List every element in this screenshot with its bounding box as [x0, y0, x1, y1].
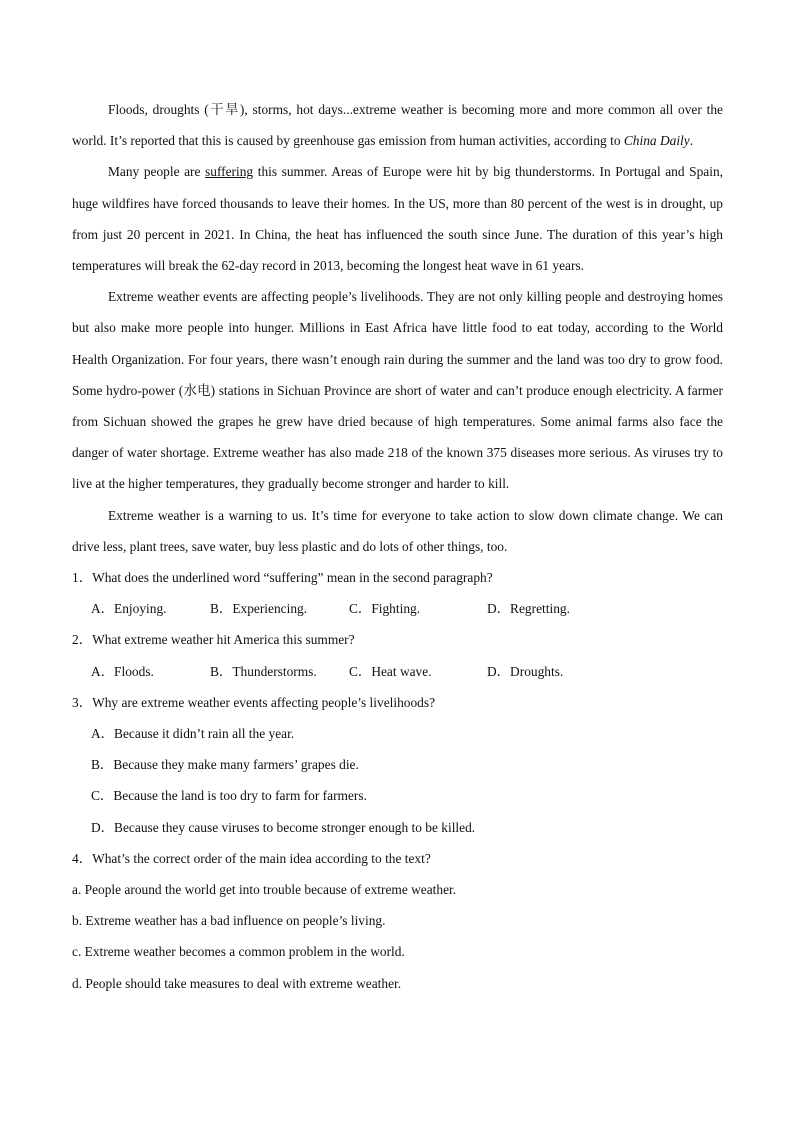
q4-item-a: a. People around the world get into trouble because of extreme weather. — [72, 882, 457, 898]
question-3-stem: 3．Why are extreme weather events affecting people’s livelihoods? — [72, 694, 436, 710]
paragraph-2-lead: Many people are — [108, 164, 206, 180]
q4-item-c: c. Extreme weather becomes a common problem in the world. — [72, 944, 405, 960]
document-page — [72, 94, 723, 999]
passage-paragraph-2 — [72, 156, 723, 281]
question-1-stem: 1．What does the underlined word “suffering” mean in the second paragraph? — [72, 570, 493, 586]
paragraph-1-text: Floods, droughts (干旱), storms, hot days...extreme weather is becoming more and more common all over the world. It’s reported that this is caused by greenhouse gas emission from human activities, according to — [72, 102, 723, 149]
passage-paragraph-4: Extreme weather is a warning to us. It’s time for everyone to take action to slow down climate change. We can drive less, plant trees, save water, buy less plastic and do lots of other things, too. — [72, 507, 723, 554]
question-2-options — [72, 656, 723, 687]
q1-option-a[interactable]: A．Enjoying. — [91, 601, 167, 617]
question-1-options — [72, 593, 723, 624]
passage-paragraph-3: Extreme weather events are affecting people’s livelihoods. They are not only killing people and destroying homes but also make more people into hunger. Millions in East Africa have little food to eat today, according to the World Health Organization. For four years, there wasn’t enough rain during the summer and the land was too dry to grow food. Some hydro-power (水电) stations in Sichuan Province are short of water and can’t produce enough electricity. A farmer from Sichuan showed the grapes he grew have dried because of high temperatures. Some animal farms also face the danger of water shortage. Extreme weather has also made 218 of the known 375 diseases more serious. As viruses try to live at the higher temperatures, they gradually become stronger and harder to kill. — [72, 289, 723, 492]
q1-option-b[interactable]: B．Experiencing. — [210, 601, 308, 617]
q4-item-d: d. People should take measures to deal with extreme weather. — [72, 975, 402, 991]
q2-option-a[interactable]: A．Floods. — [91, 663, 154, 679]
q2-option-c[interactable]: C．Heat wave. — [349, 663, 432, 679]
paragraph-2-text: this summer. Areas of Europe were hit by big thunderstorms. In Portugal and Spain, huge wildfires have forced thousands to leave their homes. In the US, more than 80 percent of the west is in drought, up from just 20 percent in 2021. In China, the heat has influenced the south since June. The duration of this year’s high temperatures will break the 62-day record in 2013, becoming the longest heat wave in 61 years. — [72, 164, 724, 274]
q2-option-d[interactable]: D．Droughts. — [487, 663, 564, 679]
source-name: China Daily — [623, 133, 690, 149]
paragraph-1-end: . — [689, 133, 694, 149]
q1-option-c[interactable]: C．Fighting. — [349, 601, 421, 617]
q1-option-d[interactable]: D．Regretting. — [487, 601, 570, 617]
q3-option-b[interactable]: B．Because they make many farmers’ grapes die. — [91, 757, 359, 773]
underlined-word: suffering — [205, 164, 254, 180]
q4-item-b: b. Extreme weather has a bad influence on people’s living. — [72, 913, 386, 929]
q2-option-b[interactable]: B．Thunderstorms. — [210, 663, 317, 679]
q3-option-c[interactable]: C．Because the land is too dry to farm for farmers. — [91, 788, 367, 804]
passage-paragraph-1 — [72, 94, 723, 156]
q3-option-d[interactable]: D．Because they cause viruses to become stronger enough to be killed. — [91, 819, 476, 835]
question-4-stem: 4．What’s the correct order of the main idea according to the text? — [72, 850, 431, 866]
q3-option-a[interactable]: A．Because it didn’t rain all the year. — [91, 726, 295, 742]
question-2-stem: 2．What extreme weather hit America this summer? — [72, 632, 355, 648]
